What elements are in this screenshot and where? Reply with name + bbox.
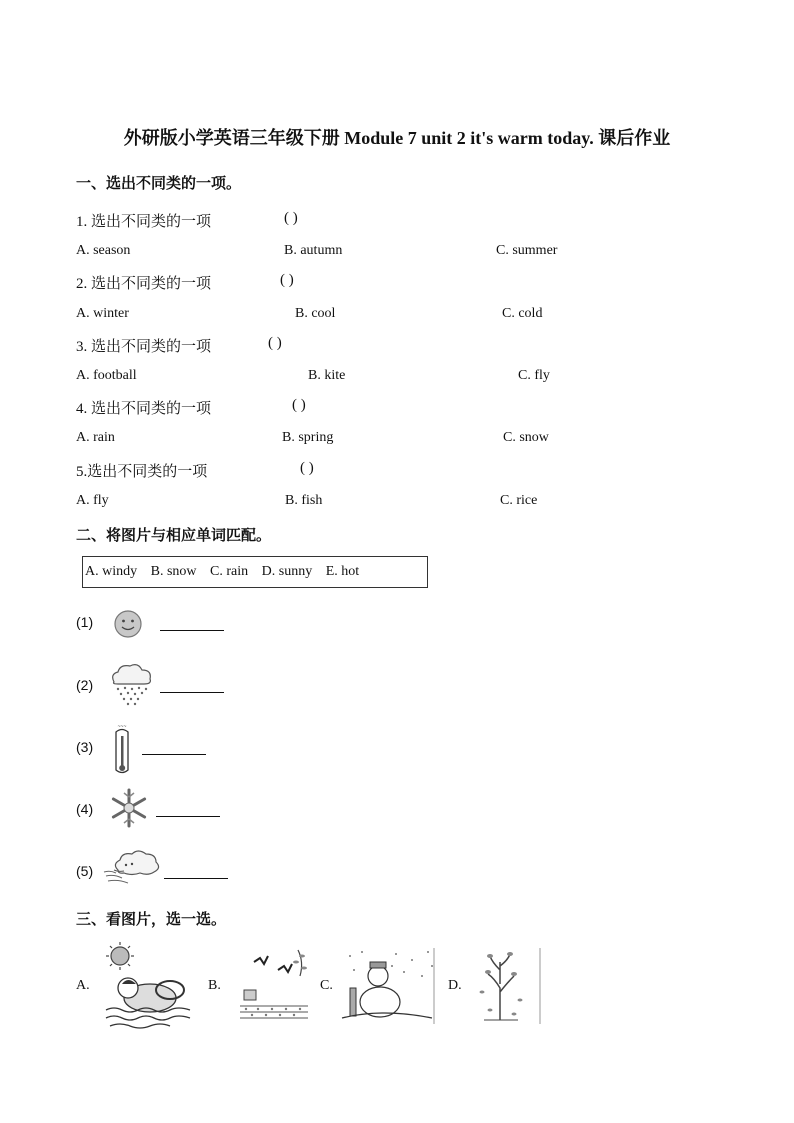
picture-label-c: C. bbox=[320, 978, 333, 993]
wind-cloud-icon bbox=[104, 846, 164, 886]
answer-blank[interactable] bbox=[160, 630, 224, 631]
section3-heading: 三、看图片，选一选。 bbox=[76, 912, 227, 928]
answer-blank[interactable] bbox=[142, 754, 206, 755]
autumn-tree-picture bbox=[470, 948, 546, 1024]
option-c: C. snow bbox=[503, 430, 549, 445]
option-a: A. fly bbox=[76, 493, 109, 508]
answer-paren[interactable]: ( ) bbox=[284, 210, 298, 226]
answer-blank[interactable] bbox=[164, 878, 228, 879]
option-a: A. winter bbox=[76, 306, 129, 321]
answer-blank[interactable] bbox=[156, 816, 220, 817]
option-b: B. kite bbox=[308, 368, 346, 383]
snowflake-icon bbox=[108, 787, 150, 829]
thermometer-icon bbox=[110, 722, 134, 776]
word-bank-item: E. hot bbox=[325, 564, 360, 579]
page-title: 外研版小学英语三年级下册 Module 7 unit 2 it's warm today. 课后作业 bbox=[123, 128, 671, 148]
option-a: A. rain bbox=[76, 430, 115, 445]
question-prompt: 4. 选出不同类的一项 bbox=[76, 401, 212, 417]
answer-paren[interactable]: ( ) bbox=[280, 272, 294, 288]
question-prompt: 1. 选出不同类的一项 bbox=[76, 214, 212, 230]
match-number: (2) bbox=[76, 677, 94, 693]
word-bank-item: D. sunny bbox=[261, 564, 313, 579]
question-prompt: 2. 选出不同类的一项 bbox=[76, 276, 212, 292]
picture-label-d: D. bbox=[448, 978, 462, 993]
word-bank-item: C. rain bbox=[210, 564, 249, 579]
option-a: A. season bbox=[76, 243, 131, 258]
question-prompt: 5.选出不同类的一项 bbox=[76, 464, 208, 480]
option-a: A. football bbox=[76, 368, 137, 383]
option-c: C. fly bbox=[518, 368, 550, 383]
option-b: B. cool bbox=[295, 306, 336, 321]
section1-heading: 一、选出不同类的一项。 bbox=[76, 176, 242, 192]
picture-label-a: A. bbox=[76, 978, 90, 993]
svg-text:~~~: ~~~ bbox=[117, 724, 127, 730]
option-b: B. fish bbox=[285, 493, 323, 508]
answer-blank[interactable] bbox=[160, 692, 224, 693]
word-bank-item: A. windy bbox=[85, 564, 138, 579]
picture-label-b: B. bbox=[208, 978, 221, 993]
answer-paren[interactable]: ( ) bbox=[300, 460, 314, 476]
match-number: (1) bbox=[76, 614, 94, 630]
answer-paren[interactable]: ( ) bbox=[268, 335, 282, 351]
option-b: B. autumn bbox=[284, 243, 343, 258]
word-bank-item: B. snow bbox=[150, 564, 197, 579]
sun-face-icon bbox=[112, 608, 144, 640]
match-number: (4) bbox=[76, 801, 94, 817]
section2-heading: 二、将图片与相应单词匹配。 bbox=[76, 528, 272, 544]
option-c: C. rice bbox=[500, 493, 538, 508]
option-b: B. spring bbox=[282, 430, 334, 445]
option-c: C. cold bbox=[502, 306, 543, 321]
word-bank bbox=[82, 556, 428, 588]
rain-cloud-icon bbox=[108, 662, 154, 706]
answer-paren[interactable]: ( ) bbox=[292, 397, 306, 413]
summer-swimming-picture bbox=[100, 940, 196, 1028]
question-prompt: 3. 选出不同类的一项 bbox=[76, 339, 212, 355]
winter-snowman-picture bbox=[342, 948, 438, 1024]
match-number: (5) bbox=[76, 863, 94, 879]
spring-birds-picture bbox=[238, 946, 310, 1024]
option-c: C. summer bbox=[496, 243, 558, 258]
match-number: (3) bbox=[76, 739, 94, 755]
